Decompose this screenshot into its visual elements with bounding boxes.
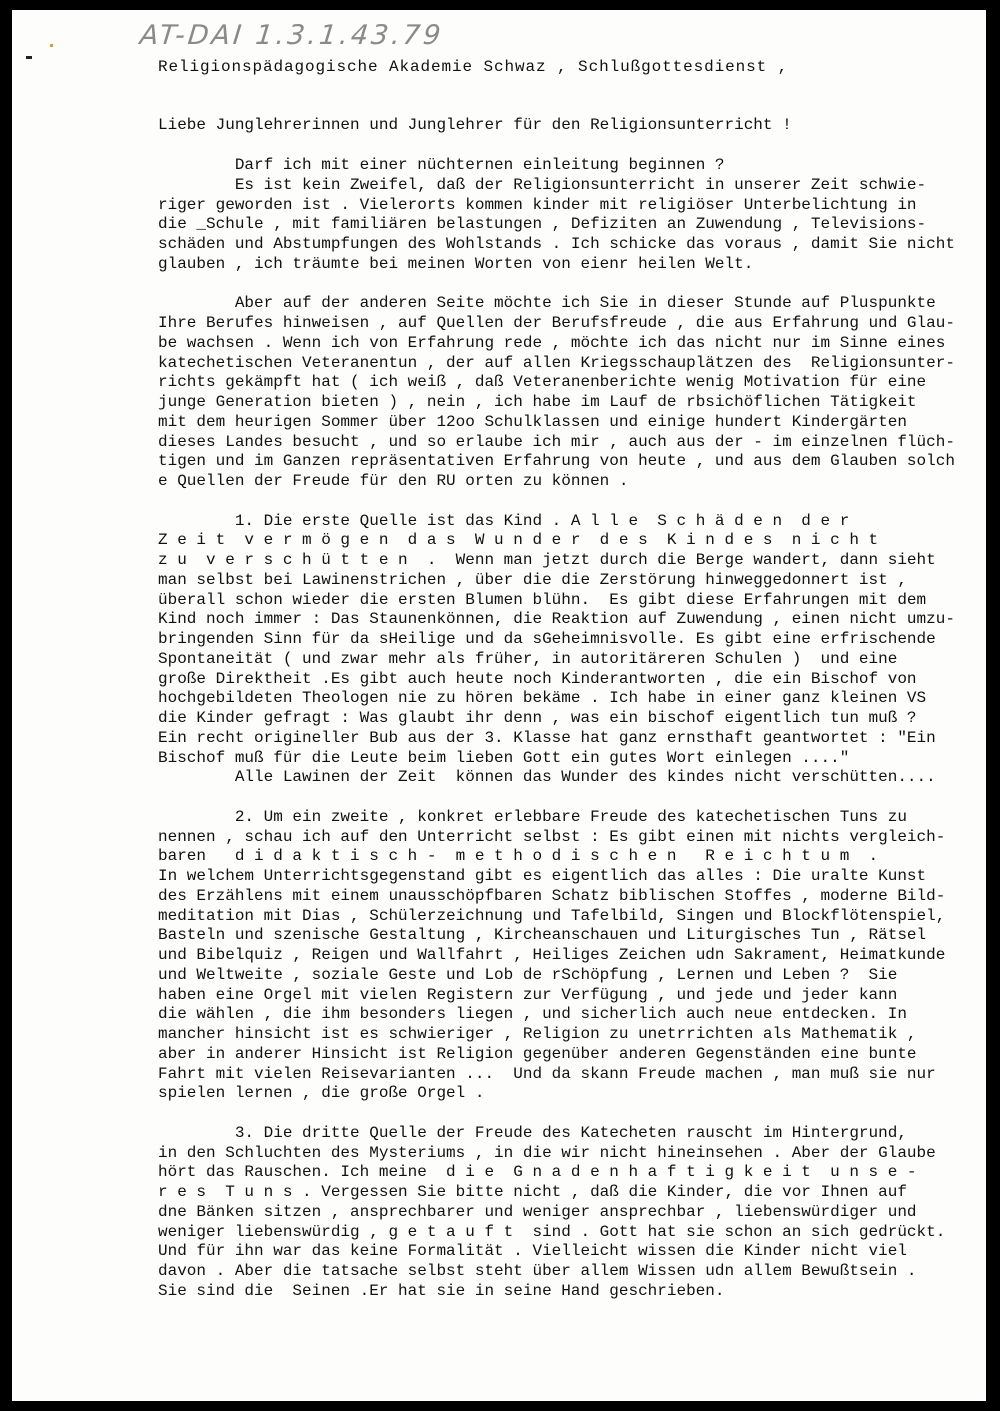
text-line: Darf ich mit einer nüchternen einleitung beginnen ? xyxy=(158,156,725,174)
document-header: Religionspädagogische Akademie Schwaz , Schlußgottesdienst , xyxy=(158,58,789,76)
text-line: be wachsen . Wenn ich von Erfahrung rede , möchte ich das nicht nur im Sinne eines xyxy=(158,333,946,352)
text-line: Basteln und szenische Gestaltung , Kircheanschauen und Liturgisches Tun , Rätsel xyxy=(158,926,927,945)
text-line: Aber auf der anderen Seite möchte ich Sie in dieser Stunde auf Pluspunkte xyxy=(158,294,936,313)
scan-speck xyxy=(50,44,53,47)
salutation: Liebe Junglehrerinnen und Junglehrer für den Religionsunterricht ! xyxy=(158,116,792,134)
text-line: spielen lernen , die große Orgel . xyxy=(158,1084,485,1103)
archive-reference: AT-DAI 1.3.1.43.79 xyxy=(138,20,445,51)
text-line: r e s T u n s . Vergessen Sie bitte nicht , daß die Kinder, die vor Ihnen auf xyxy=(158,1183,907,1201)
text-line: richts gekämpft hat ( ich weiß , daß Veteranenberichte wenig Motivation für eine xyxy=(158,373,927,392)
text-line: Alle Lawinen der Zeit können das Wunder des kindes nicht verschütten.... xyxy=(158,768,936,787)
text-line: dne Bänken sitzen , ansprechbarer und weniger ansprechbar , liebenswürdiger und xyxy=(158,1202,917,1221)
text-line: des Erzählens mit einem unausschöpfbaren Schatz biblischen Stoffes , moderne Bild- xyxy=(158,886,946,905)
text-line: Kind noch immer : Das Staunenkönnen, die Reaktion auf Zuwendung , einen nicht umzu- xyxy=(158,610,955,629)
text-line: haben eine Orgel mit vielen Registern zur Verfügung , und jede und jeder kann xyxy=(158,985,898,1004)
text-line: nennen , schau ich auf den Unterricht selbst : Es gibt einen mit nichts vergleich- xyxy=(158,827,946,846)
text-line: Ihre Berufes hinweisen , auf Quellen der Berufsfreude , die aus Erfahrung und Glau- xyxy=(158,314,955,332)
text-line: Sie sind die Seinen .Er hat sie in seine Hand geschrieben. xyxy=(158,1281,725,1300)
text-line: und Bibelquiz , Reigen und Wallfahrt , Heiliges Zeichen udn Sakrament, Heimatkunde xyxy=(158,946,946,964)
text-line: Ein recht origineller Bub aus der 3. Klasse hat ganz ernsthaft geantwortet : "Ein xyxy=(158,728,936,747)
scan-speck xyxy=(26,56,32,59)
text-line: mancher hinsicht ist es schwieriger , Religion zu unetrrichten als Mathematik , xyxy=(158,1025,917,1043)
text-line: glauben , ich träumte bei meinen Worten von eienr heilen Welt. xyxy=(158,254,754,273)
text-line: große Direktheit .Es gibt auch heute noch Kinderantworten , die ein Bischof von xyxy=(158,669,917,688)
text-line: mit dem heurigen Sommer über 12oo Schulklassen und einige hundert Kindergärten xyxy=(158,412,907,431)
text-line: man selbst bei Lawinenstrichen , über die die Zerstörung hinweggedonnert ist , xyxy=(158,570,907,589)
text-line: die wählen , die ihm besonders liegen , und sicherlich auch neue entdecken. In xyxy=(158,1005,907,1024)
text-line: junge Generation bieten ) , nein , ich habe im Lauf de rbsichöflichen Tätigkeit xyxy=(158,393,917,411)
text-line: hochgebildeten Theologen nie zu hören bekäme . Ich habe in einer ganz kleinen VS xyxy=(158,689,927,708)
text-line: Und für ihn war das keine Formalität . Vielleicht wissen die Kinder nicht viel xyxy=(158,1242,907,1261)
document-page xyxy=(12,10,986,1401)
text-line: In welchem Unterrichtsgegenstand gibt es eigentlich das alles : Die uralte Kunst xyxy=(158,867,927,885)
text-line: in den Schluchten des Mysteriums , in die wir nicht hineinsehen . Aber der Glaube xyxy=(158,1143,936,1162)
text-line: 1. Die erste Quelle ist das Kind . A l l e S c h ä d e n d e r xyxy=(158,511,850,530)
text-line: weniger liebenswürdig , g e t a u f t sind . Gott hat sie schon an sich gedrückt. xyxy=(158,1222,946,1241)
text-line: riger geworden ist . Vielerorts kommen kinder mit religiöser Unterbelichtung in xyxy=(158,195,917,214)
text-line: aber in anderer Hinsicht ist Religion gegenüber anderen Gegenständen eine bunte xyxy=(158,1044,917,1063)
text-line: überall schon wieder die ersten Blumen blühn. Es gibt diese Erfahrungen mit dem xyxy=(158,590,927,609)
text-line: Bischof muß für die Leute beim lieben Gott ein gutes Wort einlegen ...." xyxy=(158,748,850,767)
text-line: Spontaneität ( und zwar mehr als früher, in autoritäreren Schulen ) und eine xyxy=(158,649,898,668)
text-line: 2. Um ein zweite , konkret erlebbare Freude des katechetischen Tuns zu xyxy=(158,807,907,826)
text-line: meditation mit Dias , Schülerzeichnung und Tafelbild, Singen und Blockflötenspiel, xyxy=(158,906,946,925)
text-line: Fahrt mit vielen Reisevarianten ... Und da skann Freude machen , man muß sie nur xyxy=(158,1064,936,1083)
text-line: bringenden Sinn für da sHeilige und da sGeheimnisvolle. Es gibt eine erfrischende xyxy=(158,630,936,648)
text-line: die Kinder gefragt : Was glaubt ihr denn , was ein bischof eigentlich tun muß ? xyxy=(158,709,917,727)
text-line: tigen und im Ganzen repräsentativen Erfahrung von heute , und aus dem Glauben solch xyxy=(158,452,955,471)
text-line: z u v e r s c h ü t t e n . Wenn man jetzt durch die Berge wandert, dann sieht xyxy=(158,551,936,569)
text-line: dieses Landes besucht , und so erlaube ich mir , auch aus der - im einzelnen flüch- xyxy=(158,432,955,451)
text-line: davon . Aber die tatsache selbst steht über allem Wissen udn allem Bewußtsein . xyxy=(158,1262,917,1280)
text-line: hört das Rauschen. Ich meine d i e G n a d e n h a f t i g k e i t u n s e - xyxy=(158,1163,917,1182)
text-line: e Quellen der Freude für den RU orten zu können . xyxy=(158,472,629,490)
text-line: Z e i t v e r m ö g e n d a s W u n d e r d e s K i n d e s n i c h t xyxy=(158,531,879,550)
text-line: und Weltweite , soziale Geste und Lob de rSchöpfung , Lernen und Leben ? Sie xyxy=(158,965,898,984)
text-line: baren d i d a k t i s c h - m e t h o d i s c h e n R e i c h t u m . xyxy=(158,847,879,866)
text-line: Es ist kein Zweifel, daß der Religionsunterricht in unserer Zeit schwie- xyxy=(158,175,927,194)
text-line: schäden und Abstumpfungen des Wohlstands . Ich schicke das voraus , damit Sie nicht xyxy=(158,235,955,253)
text-line: die _Schule , mit familiären belastungen , Defiziten an Zuwendung , Televisions- xyxy=(158,215,927,234)
text-line: 3. Die dritte Quelle der Freude des Katecheten rauscht im Hintergrund, xyxy=(158,1123,907,1142)
text-line: katechetischen Veteranentun , der auf allen Kriegsschauplätzen des Religionsunter- xyxy=(158,353,955,372)
